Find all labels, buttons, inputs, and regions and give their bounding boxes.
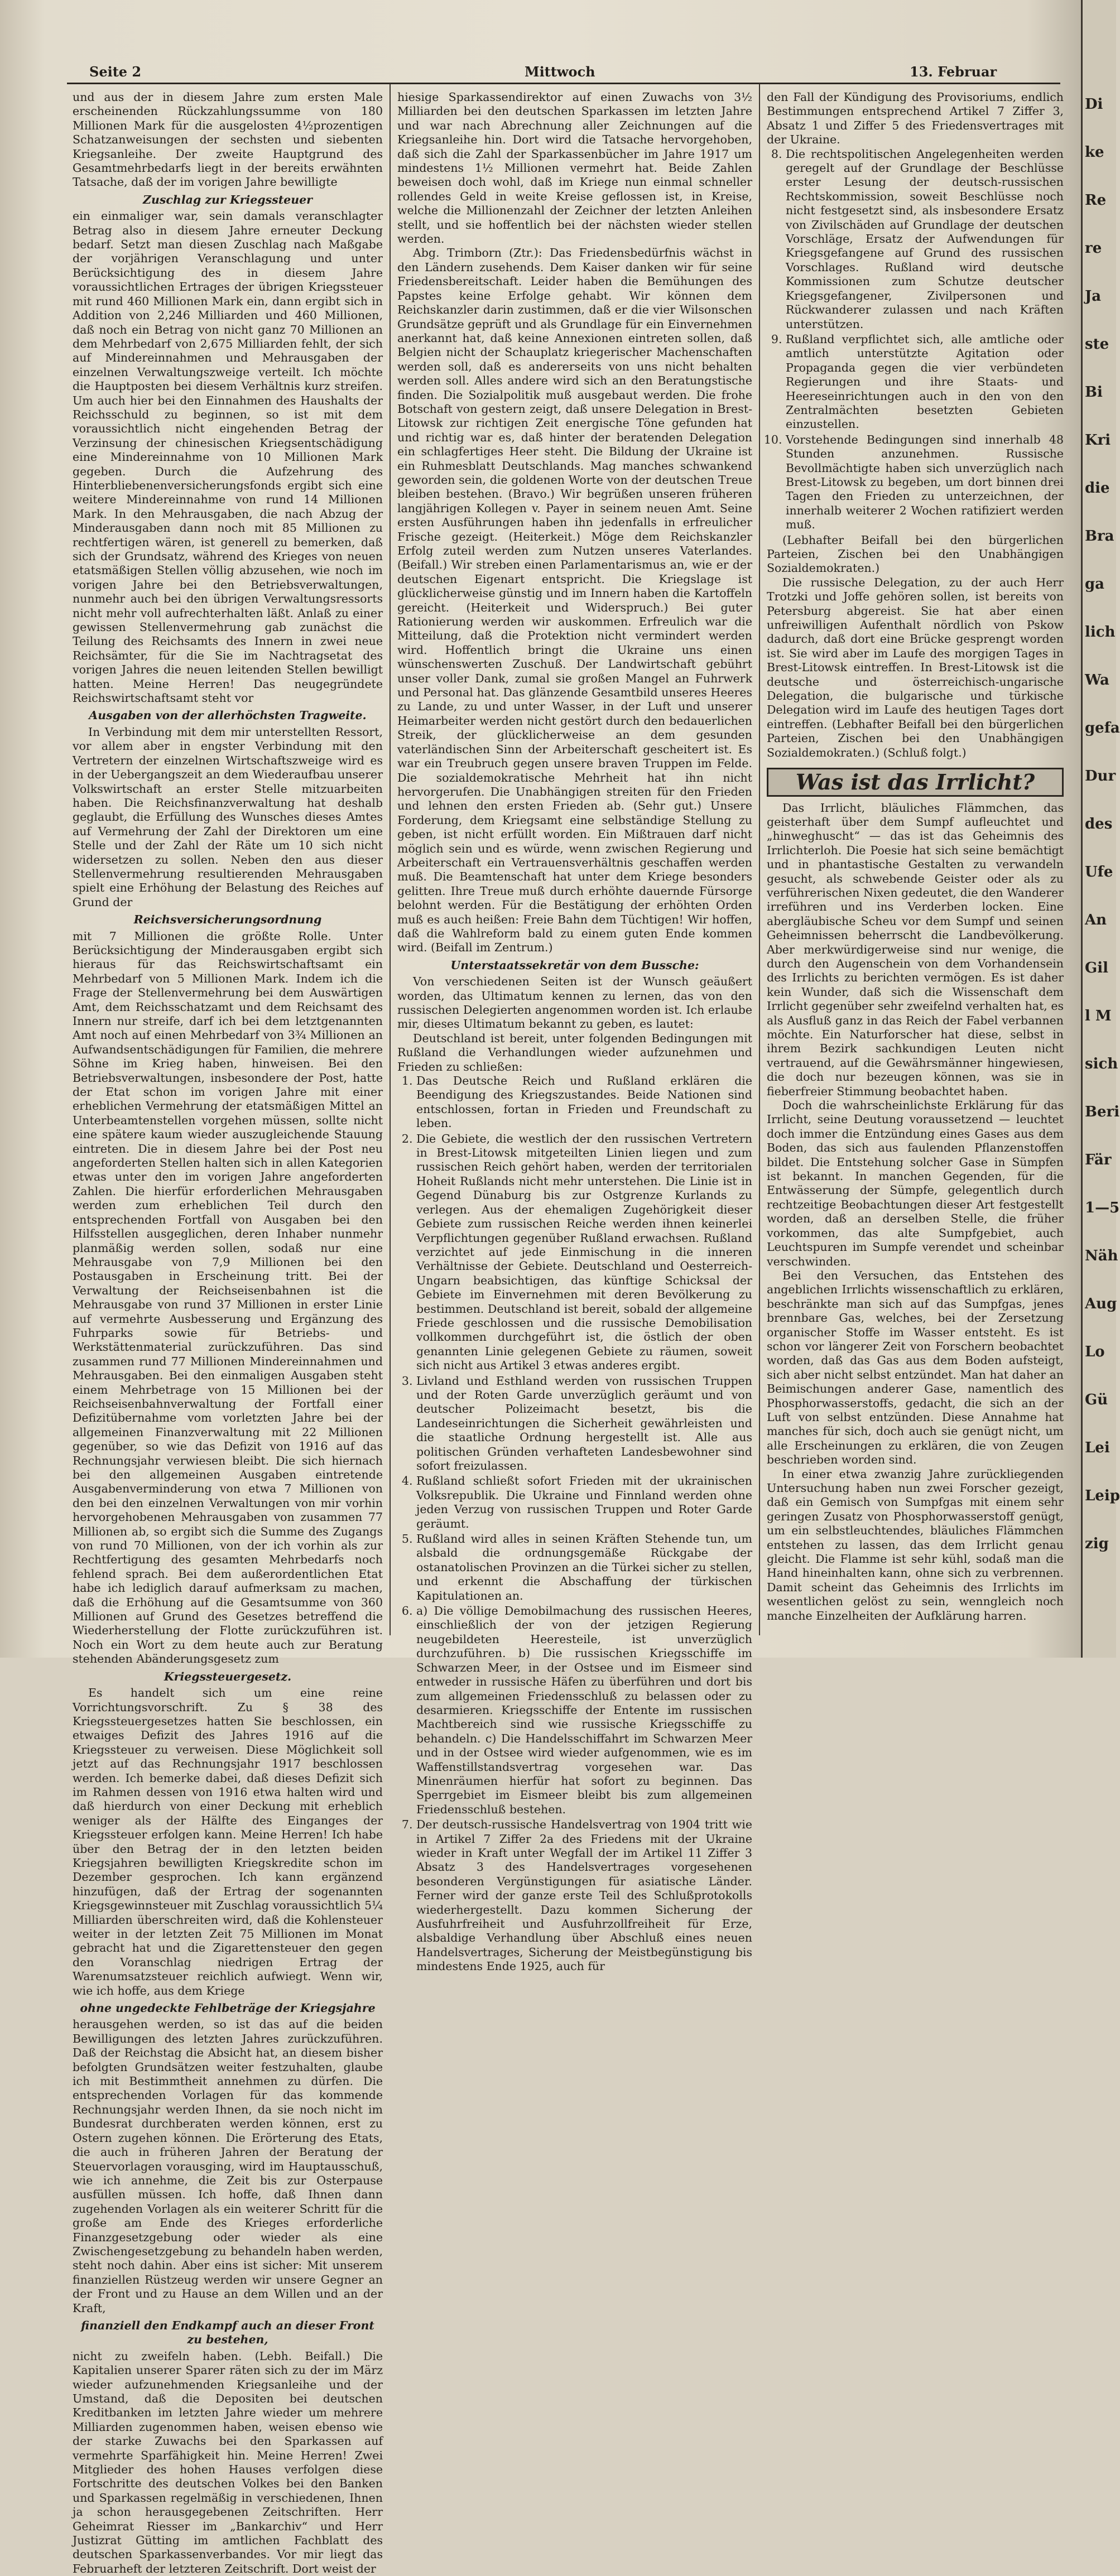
list-item: 3. Livland und Esthland werden von russischen Truppen und der Roten Garde unverzüglich geräumt und von deutscher Polizeimacht besetzt, bis die Landeseinrichtungen die Sicherheit gewährleisten und die staatliche Ordnung hergestellt ist. Alle aus politischen Gründen verhafteten Landesbewohner sind sofort freizulassen. — [416, 1374, 752, 1474]
list-item: 1. Das Deutsche Reich und Rußland erklären die Beendigung des Kriegszustandes. Beide Nationen sind entschlossen, fortan in Frieden und Freundschaft zu leben. — [416, 1074, 752, 1131]
list-item: 5. Rußland wird alles in seinen Kräften Stehende tun, um alsbald die ordnungsgemäße Rückgabe der ostanatolischen Provinzen an die Türkei sicher zu stellen, und erkennt die Abschaffung der türkischen Kapitulationen an. — [416, 1532, 752, 1603]
paragraph: Die russische Delegation, zu der auch Herr Trotzki und Joffe gehören sollen, ist bereits von Petersburg abgereist. Sie hat aber einen unfreiwilligen Aufenthalt nördlich von Pskow dadurch, daß dort eine Brücke gesprengt worden ist. Sie wird aber im Laufe des morgigen Tages in Brest-Litowsk eintreffen. In Brest-Litowsk ist die deutsche und österreichisch-ungarische Delegation, die bulgarische und türkische Delegation wird im Laufe des heutigen Tages dort eintreffen. (Lebhafter Beifall bei den bürgerlichen Parteien, Zischen bei den Unabhängigen Sozialdemokraten.) (Schluß folgt.) — [767, 575, 1064, 759]
page-number: Seite 2 — [89, 64, 142, 80]
edge-fragment: lich — [1085, 624, 1116, 641]
edge-fragment: Re — [1085, 192, 1107, 209]
paragraph: Abg. Trimborn (Ztr.): Das Friedensbedürfnis wächst in den Ländern zusehends. Dem Kaiser danken wir für seine Friedensbereitschaft. Leider haben die Bemühungen des Papstes keine Erfolge gehabt. Wir können dem Reichskanzler darin zustimmen, daß er die vier Wilsonschen Grundsätze geprüft und als Grundlage für ein Einvernehmen anerkannt hat, daß keine Annexionen eintreten sollen, daß Belgien nicht der Schauplatz kriegerischer Machenschaften werden soll, daß es andererseits von uns nicht behalten werden soll. Alles andere wird sich an den Beratungstische finden. Die Sozialpolitik muß ausgebaut werden. Die frohe Botschaft von gestern zeigt, daß unsere Delegation in Brest-Litowsk zur richtigen Zeit energische Töne gefunden hat und richtig war es, daß hinter der beratenden Delegation ein schlagfertiges Heer steht. Die Bildung der Ukraine ist ein Ruhmesblatt Deutschlands. Mag manches schwankend geworden sein, die goldenen Worte von der deutschen Treue bleiben bestehen. (Bravo.) Wir begrüßen unseren früheren langjährigen Kollegen v. Payer in seinem neuen Amt. Seine ersten Ausführungen haben ihn jedenfalls in erfreulicher Frische gezeigt. (Heiterkeit.) Möge dem Reichskanzler Erfolg zuteil werden zum Nutzen unseres Vaterlandes. (Beifall.) Wir streben einen Parlamentarismus an, wie er der deutschen Eigenart entspricht. Die Kriegslage ist glücklicherweise günstig und im Innern haben die Kartoffeln gereicht. (Heiterkeit und Widerspruch.) Bei guter Rationierung werden wir auskommen. Erfreulich war die Mitteilung, daß die Protektion nicht vermindert werden wird. Hoffentlich bringt die Ukraine uns einen wünschenswerten Zuschuß. Der Landwirtschaft gebührt unser voller Dank, zumal sie großen Mangel an Fuhrwerk und Personal hat. Das glänzende Gesamtbild unseres Heeres zu Lande, zu und unter Wasser, in der Luft und unserer Heimarbeiter werden nicht gestört durch den bedauerlichen Streik, der glücklicherweise an dem gesunden vaterländischen Sinn der Arbeiterschaft gescheitert ist. Es war ein Treubruch gegen unsere braven Truppen im Felde. Die sozialdemokratische Mehrheit hat ihn nicht hervorgerufen. Die Unabhängigen streiten für den Frieden und lehnen den ersten Frieden ab. (Sehr gut.) Unsere Forderung, dem Kriegsamt eine selbständige Stellung zu geben, ist nicht erfüllt worden. Ein Mißtrauen darf nicht möglich sein und es würde, wenn zwischen Regierung und Arbeiterschaft ein Vertrauensverhältnis geschaffen werden muß. Die Beamtenschaft hat unter dem Kriege besonders gelitten. Ihre Treue muß durch erhöhte dauernde Fürsorge belohnt werden. Für die Bestätigung der erhöhten Orden muß es auch heißen: Freie Bahn dem Tüchtigen! Wir hoffen, daß die Wahlreform bald zu einem guten Ende kommen wird. (Beifall im Zentrum.) — [397, 246, 752, 955]
edge-fragment: Gil — [1085, 960, 1108, 976]
list-item: 8. Die rechtspolitischen Angelegenheiten werden geregelt auf der Grundlage der Beschlüsse erster Lesung der deutsch-russischen Rechtskommission, soweit Beschlüsse noch nicht festgesetzt sind, als insbesondere Ersatz von Zivilschäden auf Grundlage der deutschen Vorschläge, Ersatz der Aufwendungen für Kriegsgefangene auf Grund des russischen Vorschlages. Rußland wird deutsche Kommissionen zum Schutze deutscher Kriegsgefangener, Zivilpersonen und Rückwanderer zulassen und nach Kräften unterstützen. — [786, 147, 1064, 331]
paragraph: mit 7 Millionen die größte Rolle. Unter Berücksichtigung der Minderausgaben ergibt sich hieraus für das Reichswirtschaftsamt ein Mehrbedarf von 5 Millionen Mark. Indem ich die Frage der Stellenvermehrung bei dem Auswärtigen Amt, dem Reichsschatzamt und dem Reichsamt des Innern nur streife, darf ich bei dem letztgenannten Amt noch auf einen Mehrbedarf von 3¾ Millionen an Aufwandsentschädigungen für Familien, die mehrere Söhne im Krieg haben, hinweisen. Bei den Betriebsverwaltungen, insbesondere der Post, hatte der Etat schon im vorigen Jahre mit einer erheblichen Vermehrung der etatsmäßigen Mittel an Unterbeamtenstellen vorgehen müssen, sollte nicht eine spätere kaum wieder auszugleichende Stauung eintreten. Die in diesem Jahre bei der Post neu angeforderten Stellen halten sich in allen Kategorien etwas unter den im vorigen Jahre angeforderten Zahlen. Die hierfür erforderlichen Mehrausgaben werden zum erheblichen Teil durch den entsprechenden Fortfall von Ausgaben bei den Hilfsstellen ausgeglichen, deren Inhaber nunmehr planmäßig werden sollen, sodaß nur eine Mehrausgabe von 7,9 Millionen bei den Postausgaben in Erscheinung tritt. Bei der Verwaltung der Reichseisenbahnen ist die Mehrausgabe von rund 37 Millionen in erster Linie auf vermehrte Ausbesserung und Ergänzung des Fuhrparks sowie für Betriebs- und Werkstättenmaterial zurückzuführen. Das sind zusammen rund 77 Millionen Mindereinnahmen und Mehrausgaben. Bei den einmaligen Ausgaben steht einem Mehrbetrage von 15 Millionen bei der Reichseisenbahnverwaltung der Fortfall einer Defizitübernahme vom vorletzten Jahre bei der allgemeinen Finanzverwaltung mit 22 Millionen gegenüber, so wie das Defizit von 1916 auf das Rechnungsjahr verwiesen bleibt. Die sich hiernach bei den allgemeinen Ausgaben eintretende Ausgabenverminderung von etwa 7 Millionen von den bei den einzelnen Verwaltungen von mir vorhin hervorgehobenen Mehrausgaben von zusammen 77 Millionen ab, so ergibt sich die Summe des Zugangs von rund 70 Millionen, von der ich vorhin als zur Rechtfertigung des gesamten Mehrbedarfs noch fehlend sprach. Bei dem außerordentlichen Etat habe ich lediglich darauf aufmerksam zu machen, daß die Erhöhung auf die Gesamtsumme von 360 Millionen auf Grund des Gesetzes betreffend die Wiederherstellung der Flotte zurückzuführen ist. Noch ein Wort zu dem heute auch zur Beratung stehenden Abänderungsgesetz zum — [73, 929, 383, 1666]
edge-fragment: re — [1085, 240, 1102, 257]
edge-fragment: Beri — [1085, 1104, 1120, 1120]
column-3 — [767, 90, 1064, 1635]
edge-fragment: An — [1085, 912, 1107, 928]
edge-fragment: Dur — [1085, 768, 1116, 784]
paragraph: ein einmaliger war, sein damals veranschlagter Betrag also in diesem Jahre erneuter Deckung bedarf. Setzt man diesen Zuschlag nach Maßgabe der vorjährigen Veranschlagung und unter Berücksichtigung des in diesem Jahre voraussichtlichen Ertrages der übrigen Kriegssteuer mit rund 460 Millionen Mark ein, dann ergibt sich in Addition von 2,246 Milliarden und 460 Millionen, daß noch ein Betrag von nicht ganz 70 Millionen an dem Mehrbedarf von 2,675 Milliarden fehlt, der sich auf Mindereinnahmen und Mehrausgaben der einzelnen Verwaltungszweige verteilt. Ich möchte die Hauptposten bei diesem Verhältnis kurz streifen. Um auch hier bei den Einnahmen des Haushalts der Reichsschuld zu beginnen, so ist mit dem voraussichtlich nicht eingehenden Betrag der Verzinsung der chinesischen Kriegsentschädigung eine Mindereinnahme von 10 Millionen Mark gegeben. Durch die Aufzehrung des Hinterbliebenenversicherungsfonds ergibt sich eine weitere Mindereinnahme von rund 14 Millionen Mark. In den Mehrausgaben, die nach Abzug der Minderausgaben dann noch mit 85 Millionen zu rechtfertigen wären, ist generell zu bemerken, daß sich der Grundsatz, während des Krieges von neuen etatsmäßigen Stellen völlig abzusehen, wie noch im vorigen Jahre bei den Betriebsverwaltungen, nunmehr auch bei den übrigen Verwaltungsressorts nicht mehr voll aufrechterhalten läßt. Anlaß zu einer gewissen Stellenvermehrung gab zunächst die Teilung des Reichsamts des Innern in zwei neue Reichsämter, für die Sie im Nachtragsetat des vorigen Jahres die neuen leitenden Stellen bewilligt hatten. Meine Herren! Das neugegründete Reichswirtschaftsamt steht vor — [73, 209, 383, 705]
edge-fragment: Bi — [1085, 384, 1103, 401]
edge-fragment: Leip — [1085, 1487, 1120, 1504]
edge-fragment: 1—5 — [1085, 1200, 1120, 1216]
edge-fragment: Lo — [1085, 1344, 1105, 1360]
page-header — [67, 60, 1060, 84]
edge-fragment: Fär — [1085, 1152, 1112, 1168]
subheading: Zuschlag zur Kriegssteuer — [143, 192, 313, 206]
edge-fragment: Ja — [1085, 288, 1102, 305]
subheading: finanziell den Endkampf auch an dieser Front zu bestehen, — [81, 2318, 374, 2347]
paragraph: In Verbindung mit dem mir unterstellten Ressort, vor allem aber in engster Verbindung mit den Vertretern der einzelnen Wirtschaftszweige wird es in der Uebergangszeit an dem Wiederaufbau unserer Volkswirtschaft an erster Stelle mitzuarbeiten haben. Die Reichsfinanzverwaltung hat deshalb geglaubt, die Erfüllung des Wunsches dieses Amtes auf Vermehrung der Zahl der Direktoren um eine Stelle und der Zahl der Räte um 10 sich nicht widersetzen zu sollen. Neben den aus dieser Stellenvermehrung resultierenden Mehrausgaben spielt eine Erhöhung der Belastung des Reiches auf Grund der — [73, 725, 383, 909]
edge-fragment: Wa — [1085, 672, 1109, 688]
article-title: Was ist das Irrlicht? — [767, 768, 1064, 796]
column-rule — [759, 84, 760, 1635]
paragraph: herausgehen werden, so ist das auf die beiden Bewilligungen des letzten Jahres zurückzuführen. Daß der Reichstag die Absicht hat, an diesem bisher befolgten Grundsätzen weiter festzuhalten, glaube ich mit Bestimmtheit annehmen zu dürfen. Die entsprechenden Vorlagen für das kommende Rechnungsjahr werden Ihnen, da sie noch nicht im Bundesrat durchberaten werden können, erst zu Ostern zugehen können. Die Erörterung des Etats, die auch in früheren Jahren der Beratung der Steuervorlagen vorausging, wird im Hauptausschuß, wie ich annehme, die Zeit bis zur Osterpause ausfüllen müssen. Ich hoffe, daß Ihnen dann zugehenden Vorlagen als ein weiterer Schritt für die große am Ende des Krieges erforderliche Finanzgesetzgebung oder wieder als eine Zwischengesetzgebung zu behandeln haben werden, steht noch dahin. Aber eins ist sicher: Mit unserem finanziellen Rüstzeug werden wir unsere Gegner an der Front und zu Hause an dem Willen und an der Kraft, — [73, 2018, 383, 2315]
edge-fragment: Gü — [1085, 1391, 1108, 1408]
adjacent-page-edge — [1081, 0, 1120, 1658]
paragraph: und aus der in diesem Jahre zum ersten Male erscheinenden Rückzahlungssumme von 180 Millionen Mark für die ausgelosten 4½prozentigen Schatzanweisungen der sechsten und siebenten Kriegsanleihe. Der zweite Hauptgrund des Gesamtmehrbedarfs liegt in der bereits erwähnten Tatsache, daß der im vorigen Jahre bewilligte — [73, 90, 383, 189]
subheading: Reichsversicherungsordnung — [133, 913, 322, 927]
edge-fragment: Aug — [1085, 1296, 1117, 1312]
edge-fragment: gefa — [1085, 720, 1120, 736]
edge-fragment: Kri — [1085, 432, 1111, 449]
edge-fragment: Di — [1085, 96, 1103, 113]
paragraph: Das Irrlicht, bläuliches Flämmchen, das geisterhaft über dem Sumpf aufleuchtet und „hinweghuscht“ — das ist das Geheimnis des Irrlichterloh. Die Poesie hat sich seine bemächtigt und in phantastische Gestalten zu verwandeln gesucht, als schwebende Geister oder als zu verführerischen Nixen gedeutet, die den Wanderer irreführen und ins Verderben locken. Eine abergläubische Scheu vor dem Sumpf und seinen Geheimnissen beherrscht die Landbevölkerung. Aber merkwürdigerweise sind nur wenige, die durch den Augenschein von dem Vorhandensein des Irrlichts zu berichten vermögen. Es ist daher kein Wunder, daß sich die Wissenschaft dem Irrlicht gegenüber sehr zweifelnd verhalten hat, es als Ausfluß ganz in das Reich der Fabel verbannen möchte. Ein Naturforscher hat diese, selbst in ihrem Bezirk sachkundigen Leuten nicht vertrauend, auf die Gewährsmänner hingewiesen, die doch nur bezeugen können, was sie in fieberfreier Stimmung beobachtet haben. — [767, 801, 1064, 1098]
column-2 — [397, 90, 752, 1973]
edge-fragment: Bra — [1085, 528, 1114, 545]
subheading: Kriegssteuergesetz. — [164, 1669, 292, 1683]
list-item: 6. a) Die völlige Demobilmachung des russischen Heeres, einschließlich der von der jetzigen Regierung neugebildeten Heeresteile, ist unverzüglich durchzuführen. b) Die russischen Kriegsschiffe im Schwarzen Meer, in der Ostsee und im Eismeer sind entweder in russische Häfen zu überführen und dort bis zum allgemeinen Friedensschluß zu belassen oder zu desarmieren. Kriegsschiffe der Entente im russischen Machtbereich sind wie russische Kriegsschiffe zu behandeln. c) Die Handelsschiffahrt im Schwarzen Meer und in der Ostsee wird wieder aufgenommen, wie es im Waffenstillstandsvertrag vorgesehen war. Das Minenräumen hierfür hat sofort zu beginnen. Das Sperrgebiet im Eismeer bleibt bis zum allgemeinen Friedensschluß bestehen. — [416, 1604, 752, 1817]
column-rule — [390, 84, 391, 1635]
paragraph: Von verschiedenen Seiten ist der Wunsch geäußert worden, das Ultimatum kennen zu lernen, das von den russischen Delegierten angenommen worden ist. Ich erlaube mir, dieses Ultimatum bekannt zu geben, es lautet: — [397, 975, 752, 1031]
paragraph: In einer etwa zwanzig Jahre zurückliegenden Untersuchung haben nun zwei Forscher gezeigt, daß ein Gemisch von Sumpfgas mit einem sehr geringen Zusatz von Phosphorwasserstoff genügt, um ein selbstleuchtendes, bläuliches Flämmchen entstehen zu lassen, das dem Irrlicht genau gleicht. Die Flamme ist sehr kühl, sodaß man die Hand hineinhalten kann, ohne sich zu verbrennen. Damit scheint das Geheimnis des Irrlichts im wesentlichen gelöst zu sein, wenngleich noch manche Einzelheiten der Aufklärung harren. — [767, 1467, 1064, 1622]
paragraph: nicht zu zweifeln haben. (Lebh. Beifall.) Die Kapitalien unserer Sparer räten sich zu der im März wieder aufzunehmenden Kriegsanleihe und der Umstand, daß die Depositen bei deutschen Kreditbanken im letzten Jahre wieder um mehrere Milliarden zugenommen haben, weisen ebenso wie der starke Zuwachs bei den Sparkassen auf vermehrte Sparfähigkeit hin. Meine Herren! Zwei Mitglieder des hohen Hauses verfolgen diese Fortschritte des deutschen Volkes bei den Banken und Sparkassen regelmäßig in verschiedenen, Ihnen ja schon herausgegebenen Zeitschriften. Herr Geheimrat Riesser im „Bankarchiv“ und Herr Justizrat Gütting im amtlichen Fachblatt des deutschen Sparkassenverbandes. Vor mir liegt das Februarheft der letzteren Zeitschrift. Dort weist der — [73, 2349, 383, 2575]
list-item: 10. Vorstehende Bedingungen sind innerhalb 48 Stunden anzunehmen. Russische Bevollmächtigte haben sich unverzüglich nach Brest-Litowsk zu begeben, um dort binnen drei Tagen den Frieden zu unterzeichnen, der innerhalb weiterer 2 Wochen ratifiziert werden muß. — [786, 433, 1064, 532]
edge-fragment: ste — [1085, 336, 1109, 353]
list-item: 9. Rußland verpflichtet sich, alle amtliche oder amtlich unterstützte Agitation oder Propaganda gegen die vier verbündeten Regierungen und ihre Staats- und Heereseinrichtungen auch in den von den Zentralmächten besetzten Gebieten einzustellen. — [786, 333, 1064, 432]
paragraph: Bei den Versuchen, das Entstehen des angeblichen Irrlichts wissenschaftlich zu erklären, beschränkte man sich auf das Sumpfgas, jenes brennbare Gas, welches, bei der Zersetzung organischer Stoffe im Wasser entsteht. Es ist schon vor längerer Zeit von Forschern beobachtet worden, daß das Gas aus dem Boden aufsteigt, sich aber nicht selbst entzündet. Man hat daher an Beimischungen anderer Gase, namentlich des Phosphorwasserstoffs, gedacht, die sich an der Luft von selbst entzünden. Diese Annahme hat manches für sich, doch auch sie genügt nicht, um alle Erscheinungen zu erklären, die von Zeugen beschrieben worden sind. — [767, 1268, 1064, 1467]
header-day: Mittwoch — [525, 64, 595, 80]
paragraph: (Lebhafter Beifall bei den bürgerlichen Parteien, Zischen bei den Unabhängigen Sozialdemokraten.) — [767, 533, 1064, 575]
edge-fragment: Lei — [1085, 1439, 1110, 1456]
edge-fragment: sich — [1085, 1056, 1118, 1072]
edge-fragment: Näh — [1085, 1248, 1118, 1264]
edge-fragment: die — [1085, 480, 1110, 497]
edge-fragment: des — [1085, 816, 1113, 832]
paragraph: Es handelt sich um eine reine Vorrichtungsvorschrift. Zu § 38 des Kriegssteuergesetzes hatten Sie beschlossen, ein etwaiges Defizit des Jahres 1916 auf die Kriegssteuer zu verweisen. Diese Möglichkeit soll jetzt auf das Rechnungsjahr 1917 beschlossen werden. Ich bemerke dabei, daß dieses Defizit sich im Rahmen dessen von 1916 etwa halten wird und daß hierdurch von einer Deckung mit erheblich weniger als der Hälfte des Einganges der Kriegssteuer erfolgen kann. Meine Herren! Ich habe über den Betrag der in den letzten beiden Kriegsjahren bewilligten Kriegskredite schon im Dezember gesprochen. Ich kann ergänzend hinzufügen, daß der Ertrag der sogenannten Kriegsgewinnsteuer mit Zuschlag voraussichtlich 5¼ Milliarden überschreiten wird, daß die Kohlensteuer weiter in der letzten Zeit 75 Millionen im Monat gebracht hat und die Zigarettensteuer den gegen den Voranschlag niedrigen Ertrag der Warenumsatzsteuer reichlich aufwiegt. Wenn wir, wie ich hoffe, aus dem Kriege — [73, 1686, 383, 1997]
list-item: 4. Rußland schließt sofort Frieden mit der ukrainischen Volksrepublik. Die Ukraine und Finnland werden ohne jeden Verzug von russischen Truppen und Roter Garde geräumt. — [416, 1474, 752, 1531]
paragraph: den Fall der Kündigung des Provisoriums, endlich Bestimmungen entsprechend Artikel 7 Ziffer 3, Absatz 1 und Ziffer 5 des Friedensvertrages mit der Ukraine. — [767, 90, 1064, 147]
subheading: ohne ungedeckte Fehlbeträge der Kriegsjahre — [80, 2001, 376, 2015]
header-date: 13. Februar — [910, 64, 997, 80]
edge-fragment: ke — [1085, 144, 1104, 161]
paragraph: Deutschland ist bereit, unter folgenden Bedingungen mit Rußland die Verhandlungen wieder aufzunehmen und Frieden zu schließen: — [397, 1031, 752, 1073]
ultimatum-list-continued — [767, 147, 1064, 532]
subheading: Unterstaatssekretär von dem Bussche: — [450, 958, 699, 972]
list-item: 2. Die Gebiete, die westlich der den russischen Vertretern in Brest-Litowsk mitgeteilten Linien liegen und zum russischen Reich gehört haben, werden der territorialen Hoheit Rußlands nicht mehr unterstehen. Die Linie ist in Gegend Dünaburg bis zur Ostgrenze Kurlands zu verlegen. Aus der ehemaligen Zugehörigkeit dieser Gebiete zum russischen Reiche werden ihnen keinerlei Verpflichtungen gegenüber Rußland erwachsen. Rußland verzichtet auf jede Einmischung in die inneren Verhältnisse der Gebiete. Deutschland und Oesterreich-Ungarn beabsichtigen, das künftige Schicksal der Gebiete im Einvernehmen mit deren Bevölkerung zu bestimmen. Deutschland ist bereit, sobald der allgemeine Friede geschlossen und die russische Demobilisation vollkommen durchgeführt ist, die östlich der oben genannten Linie gelegenen Gebiete zu räumen, soweit sich nicht aus Artikel 3 etwas anderes ergibt. — [416, 1132, 752, 1373]
edge-fragment: zig — [1085, 1535, 1109, 1552]
column-1 — [73, 90, 383, 2575]
edge-fragment: ga — [1085, 576, 1105, 593]
edge-fragment: Ufe — [1085, 864, 1113, 880]
paragraph: hiesige Sparkassendirektor auf einen Zuwachs von 3½ Milliarden bei den deutschen Sparkassen im letzten Jahre und war nach Abrechnung aller Zeichnungen auf die Kriegsanleihe hin. Dort wird die Tatsache hervorgehoben, daß sich die Zahl der Sparkassenbücher im Jahre 1917 um mindestens 1½ Millionen vermehrt hat. Beide Zahlen beweisen doch wohl, daß im Kriege nun einmal schneller rollendes Geld in weite Kreise geflossen ist, in Kreise, welche die Millionenzahl der Zeichner der letzten Anleihen stellt, und sie hoffentlich bei der nächsten wieder stellen werden. — [397, 90, 752, 246]
ultimatum-list — [397, 1074, 752, 1974]
edge-fragment: l M — [1085, 1008, 1112, 1024]
list-item: 7. Der deutsch-russische Handelsvertrag von 1904 tritt wie in Artikel 7 Ziffer 2a des Friedens mit der Ukraine wieder in Kraft unter Wegfall der im Artikel 11 Ziffer 3 Absatz 3 des Handelsvertrages vorgesehenen besonderen Vergünstigungen für asiatische Länder. Ferner wird der ganze erste Teil des Schlußprotokolls wiederhergestellt. Dazu kommen Sicherung der Ausfuhrfreiheit und Ausfuhrzollfreiheit für Erze, alsbaldige Verhandlung über Abschluß eines neuen Handelsvertrages, Sicherung der Meistbegünstigung bis mindestens Ende 1925, auch für — [416, 1818, 752, 1973]
paragraph: Doch die wahrscheinlichste Erklärung für das Irrlicht, seine Deutung voraussetzend — leuchtet doch immer die Entzündung eines Gases aus dem Boden, das sich aus faulenden Pflanzenstoffen bildet. Die Entstehung solcher Gase in Sümpfen ist bekannt. In manchen Gegenden, für die Entwässerung der Sümpfe, gelegentlich durch rechtzeitige Beobachtungen dieser Art festgestellt worden, daß an derselben Stelle, die früher vorkommen, das alte Sumpfgebiet, auch Leuchtspuren im Sumpfe verendet und scheinbar verschwinden. — [767, 1099, 1064, 1268]
subheading: Ausgaben von der allerhöchsten Tragweite. — [89, 709, 367, 723]
